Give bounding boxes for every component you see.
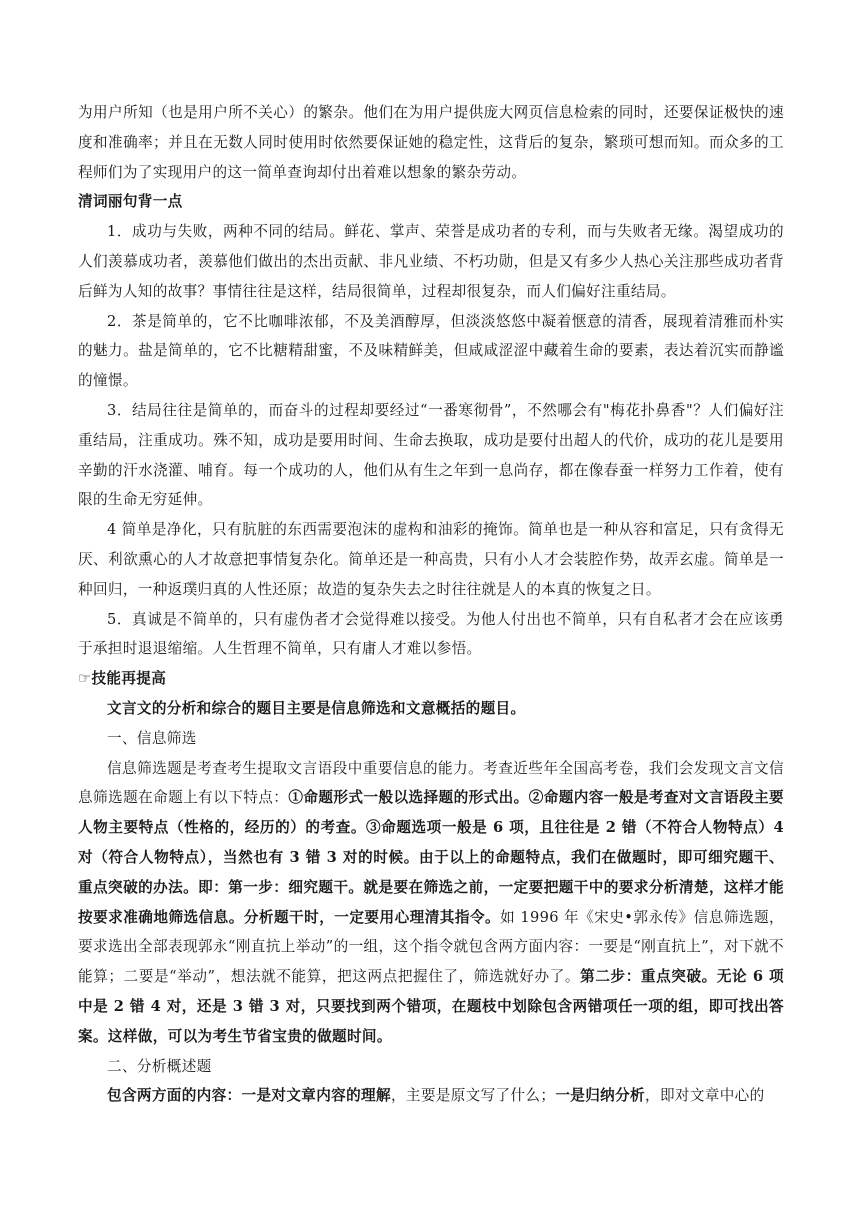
- subheading-info-filter: 一、信息筛选: [107, 729, 197, 747]
- phrase-item-4: 4 简单是净化，只有肮脏的东西需要泡沫的虚构和油彩的掩饰。简单也是一种从容和富足，只有贪得无厌、利欲熏心的人才故意把事情复杂化。简单还是一种高贵，只有小人才会装腔作势，故弄玄虚。简单是一种回归，一种返璞归真的人性还原；故造的复杂失去之时往往就是人的本真的恢复之日。: [78, 521, 784, 598]
- analysis-text-1: ，主要是原文写了什么；: [390, 1087, 556, 1105]
- intro-paragraph: 为用户所知（也是用户所不关心）的繁杂。他们在为用户提供庞大网页信息检索的同时，还要保证极快的速度和准确率；并且在无数人同时使用时依然要保证她的稳定性，这背后的复杂，繁琐可想而知。而众多的工程师们为了实现用户的这一简单查询却付出着难以想象的繁杂劳动。: [78, 104, 784, 181]
- phrase-item-3: 3．结局往往是简单的，而奋斗的过程却要经过“一番寒彻骨”，不然哪会有"梅花扑鼻香"？人们偏好注重结局，注重成功。殊不知，成功是要用时间、生命去换取，成功是要付出超人的代价，成功的花儿是要用辛勤的汗水浇灌、哺育。每一个成功的人，他们从有生之年到一息尚存，都在像春蚕一样努力工作着，使有限的生命无穷延伸。: [78, 401, 784, 509]
- section-heading-skills: [78, 664, 784, 694]
- skills-lead: 文言文的分析和综合的题目主要是信息筛选和文意概括的题目。: [107, 699, 526, 717]
- analysis-bold-1: 包含两方面的内容：一是对文章内容的理解: [107, 1087, 391, 1105]
- section-heading-phrases: 清词丽句背一点: [78, 193, 183, 211]
- info-filter-bold-2: 第二步：重点突破。无论 6 项中是 2 错 4 对，还是 3 错 3 对，只要找到两个错项，在题枝中划除包含两错项任一项的组，即可找出答案。这样做，可以为考生节省宝贵的做题时间。: [78, 968, 784, 1045]
- analysis-text-2: ，即对文章中心的: [645, 1087, 765, 1105]
- pointing-hand-icon: ☞: [78, 670, 92, 688]
- phrase-item-2: 2．茶是简单的，它不比咖啡浓郁，不及美酒醇厚，但淡淡悠悠中凝着惬意的清香，展现着清雅而朴实的魅力。盐是简单的，它不比糖精甜蜜，不及味精鲜美，但咸咸涩涩中藏着生命的要素，表达着沉实而静谧的憧憬。: [78, 312, 784, 390]
- info-filter-paragraph: [78, 754, 784, 1052]
- info-filter-bold-1: ①命题形式一般以选择题的形式出。②命题内容一般是考查对文言语段主要人物主要特点（性格的，经历的）的考查。③命题选项一般是 6 项，且往往是 2 错（不符合人物特点）4 对（符合人物特点），当然也有 3 错 3 对的时候。由于以上的命题特点，我们在做题时，即可细究题干、重点突破的办法。即：第一步：细究题干。就是要在筛选之前，一定要把题干中的要求分析清楚，这样才能按要求准确地筛选信息。分析题干时，一定要用心理清其指令。: [78, 789, 784, 926]
- analysis-bold-2: 一是归纳分析: [555, 1087, 645, 1105]
- info-filter-text-2: 如 1996 年《宋史•郭永传》信息筛选题，要求选出全部表现郭永“刚直抗上举动”的一组，这个指令就包含两方面内容：一要是“刚直抗上”，对下就不能算；二要是“举动”，想法就不能算，把这两点把握住了，筛选就好办了。: [78, 908, 784, 986]
- analysis-summary-paragraph: [78, 1081, 784, 1111]
- document-page: [78, 98, 784, 1111]
- section-heading-skills-label: 技能再提高: [91, 670, 167, 688]
- subheading-analysis-summary: 二、分析概述题: [107, 1057, 212, 1075]
- phrase-item-5: 5．真诚是不简单的，只有虚伪者才会觉得难以接受。为他人付出也不简单，只有自私者才会在应该勇于承担时退退缩缩。人生哲理不简单，只有庸人才难以参悟。: [78, 610, 784, 658]
- info-filter-text-1: 信息筛选题是考查考生提取文言语段中重要信息的能力。考查近些年全国高考卷，我们会发现文言文信息筛选题在命题上有以下特点：: [78, 759, 784, 807]
- phrase-item-1: 1．成功与失败，两种不同的结局。鲜花、掌声、荣誉是成功者的专利，而与失败者无缘。渴望成功的人们羡慕成功者，羡慕他们做出的杰出贡献、非凡业绩、不朽功勋，但是又有多少人热心关注那些成功者背后鲜为人知的故事？事情往往是这样，结局很简单，过程却很复杂，而人们偏好注重结局。: [78, 223, 784, 300]
